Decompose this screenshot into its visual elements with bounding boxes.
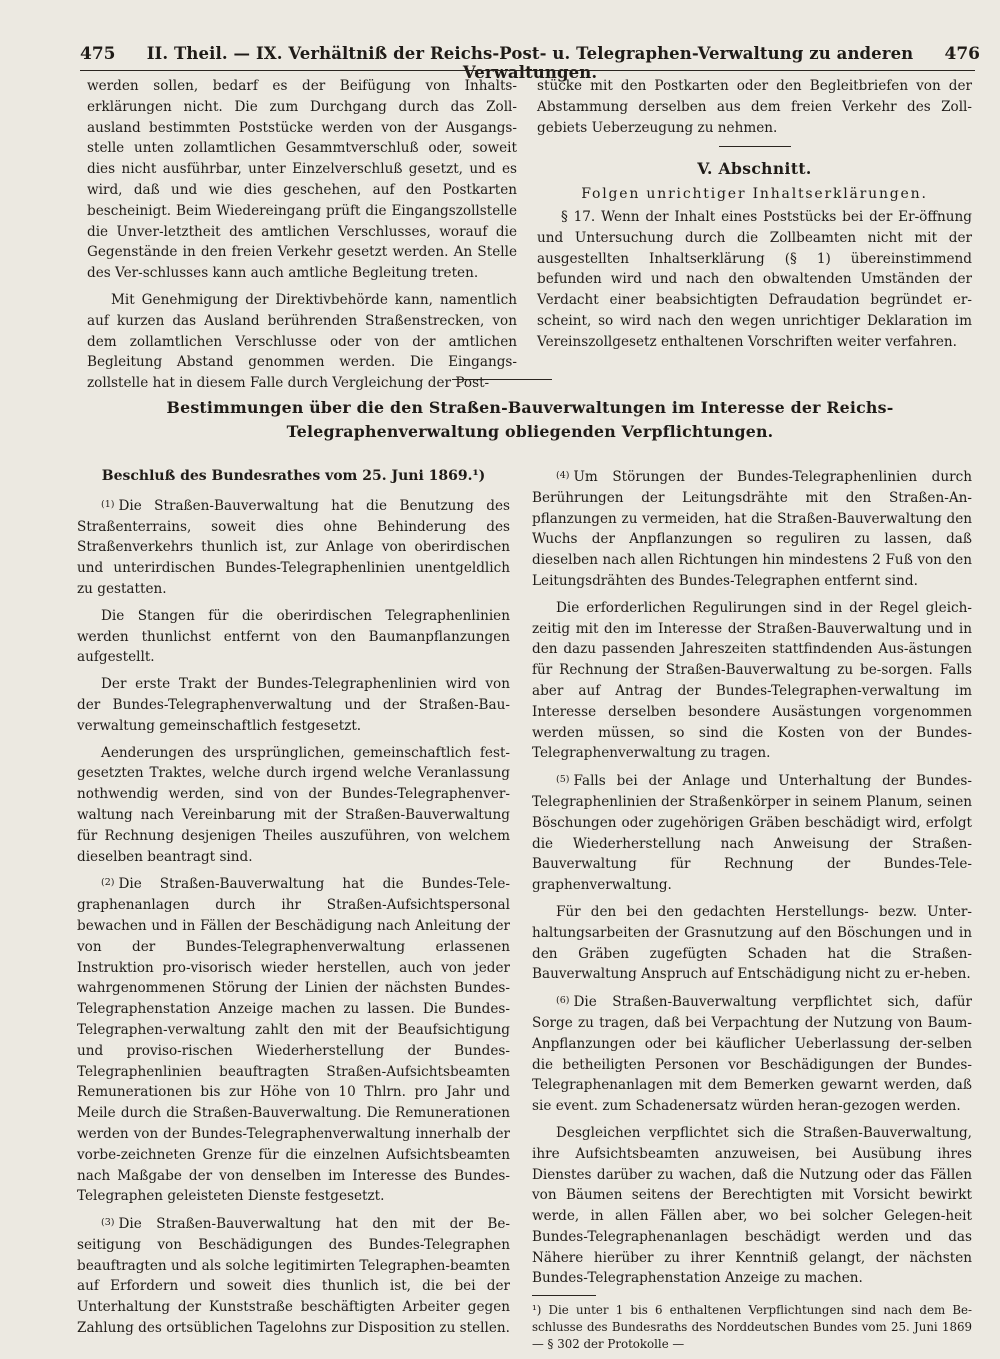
section-rule (719, 146, 791, 147)
clause-number: (2) (101, 877, 115, 889)
paragraph-text: Falls bei der Anlage und Unterhaltung der Bundes-Telegraphenlinien der Straßenkörper in seinem Planum, seinen Böschungen oder zugehörigen Gräben beschädigt wird, erfolgt die Wiederherstellung nach Anweisung der Straßen-Bauverwaltung für Rechnung der Bundes-Tele-graphenverwaltung. (532, 773, 972, 894)
paragraph-clause-5 (532, 770, 972, 896)
clause-number: (3) (101, 1217, 115, 1229)
column-top-right (537, 76, 972, 359)
paragraph: Die Stangen für die oberirdischen Telegraphenlinien werden thunlichst entfernt von den Baumanpflanzungen aufgestellt. (77, 607, 510, 666)
running-header (80, 44, 980, 82)
running-title: II. Theil. — IX. Verhältniß der Reichs-Post- u. Telegraphen-Verwaltung zu anderen Verwaltungen. (146, 44, 914, 82)
paragraph-text: Die Straßen-Bauverwaltung hat die Benutzung des Straßenterrains, soweit dies ohne Behinderung des Straßenverkehrs thunlich ist, zur Anlage von oberirdischen und unterirdischen Bundes-Telegraphenlinien unentgeldlich zu gestatten. (77, 497, 510, 597)
column-bottom-left (77, 466, 510, 1345)
clause-number: (4) (556, 470, 570, 481)
column-top-left (87, 76, 517, 400)
clause-number: (5) (556, 774, 570, 786)
paragraph: Der erste Trakt der Bundes-Telegraphenlinien wird von der Bundes-Telegraphenverwaltung und der Straßen-Bau-verwaltung gemeinschaftlich festgesetzt. (77, 676, 510, 734)
resolution-line: Beschluß des Bundesrathes vom 25. Juni 1869.¹) (101, 468, 486, 484)
separator-rule (452, 379, 552, 380)
paragraph-text: Die Straßen-Bauverwaltung hat den mit der Be-seitigung von Beschädigungen des Bundes-Telegraphen beauftragten und als solche legitimirten Telegraphen-beamten auf Erfordern und soweit dies thunlich ist, die bei der Unterhaltung der Kunststraße beschäftigten Arbeiter gegen Zahlung des ortsüblichen Tagelohns zur Disposition zu stellen. (77, 1216, 510, 1337)
paragraph-text: Die Straßen-Bauverwaltung hat die Bundes-Tele-graphenanlagen durch ihr Straßen-Aufsichtspersonal bewachen und in Fällen der Beschädigung nach Anleitung der von der Bundes-Telegraphenverwaltung erlassenen Instruktion pro-visorisch wieder herstellen, auch von jeder wahrgenommenen Störung der Linien der nächsten Bundes-Telegraphenstation Anzeige machen zu lassen. Die Bundes-Telegraphen-verwaltung zahlt den mit der Beaufsichtigung und proviso-rischen Wiederherstellung der Bundes-Telegraphenlinien beauftragten Straßen-Aufsichtsbeamten Remunerationen bis zur Höhe von 10 Thlrn. pro Jahr und Meile durch die Straßen-Bauverwaltung. Die Remunerationen werden von der Bundes-Telegraphenverwaltung innerhalb der vorbe-zeichneten Grenze für die einzelnen Aufsichtsbeamten nach Maßgabe der von denselben im Interesse des Bundes-Telegraphen geleisteten Dienste festgesetzt. (77, 876, 510, 1205)
paragraph-clause-4 (532, 466, 972, 592)
footnote-rule (532, 1295, 596, 1296)
paragraph: werden sollen, bedarf es der Beifügung von Inhalts-erklärungen nicht. Die zum Durchgang durch das Zoll-ausland bestimmten Poststücke werden von der Ausgangs-stelle unten zollamtlichen Gesammtverschluß oder, soweit dies nicht ausführbar, unter Einzelverschluß gesetzt, und es wird, daß und wie dies geschehen, auf den Postkarten bescheinigt. Beim Wiedereingang prüft die Eingangszollstelle die Unver-letztheit des amtlichen Verschlusses, worauf die Gegenstände in den freien Verkehr gesetzt werden. An Stelle des Ver-schlusses kann auch amtliche Begleitung treten. (87, 78, 517, 282)
clause-number: (1) (101, 498, 115, 510)
paragraph: Aenderungen des ursprünglichen, gemeinschaftlich fest-gesetzten Traktes, welche durch irgend welche Veranlassung nothwendig werden, sind von der Bundes-Telegraphenver-waltung nach Vereinbarung mit der Straßen-Bauverwaltung für Rechnung desjenigen Theiles auszuführen, von welchem dieselben beantragt sind. (77, 744, 510, 865)
paragraph: Mit Genehmigung der Direktivbehörde kann, namentlich auf kurzen das Ausland berührenden Straßenstrecken, von dem zollamtlichen Verschlusse oder von der amtlichen Begleitung Abstand genommen werden. Die Eingangs-zollstelle hat in diesem Falle durch Vergleichung der Post- (87, 291, 517, 392)
paragraph-clause-3 (77, 1213, 510, 1339)
clause-number: (6) (556, 995, 570, 1007)
document-heading: Bestimmungen über die den Straßen-Bauverwaltungen im Interesse der Reichs-Telegraphenverwaltung obliegenden Verpflichtungen. (166, 398, 894, 441)
paragraph-text: Die Straßen-Bauverwaltung verpflichtet sich, dafür Sorge zu tragen, daß bei Verpachtung der Nutzung von Baum-Anpflanzungen oder bei käuflicher Ueberlassung der-selben die betheiligten Personen vor Beschädigungen der Bundes-Telegraphenanlagen mit dem Bemerken gewarnt werden, daß sie event. zum Schadenersatz würden heran-gezogen werden. (532, 994, 972, 1115)
paragraph: Desgleichen verpflichtet sich die Straßen-Bauverwaltung, ihre Aufsichtsbeamten anzuweisen, bei Ausübung ihres Dienstes darüber zu wachen, daß die Nutzung oder das Fällen von Bäumen seitens der Berechtigten mit Vorsicht bewirkt werde, in allen Fällen aber, wo bei solcher Gelegen-heit Bundes-Telegraphenanlagen beschädigt werden und das Nähere hierüber zu ihrer Kenntniß gelangt, der nächsten Bundes-Telegraphenstation Anzeige zu machen. (532, 1124, 972, 1287)
section-subtitle: Folgen unrichtiger Inhaltserklärungen. (581, 186, 928, 203)
paragraph-clause-2 (77, 873, 510, 1207)
paragraph-section-17: § 17. Wenn der Inhalt eines Poststücks bei der Er-öffnung und Untersuchung durch die Zollbeamten nicht mit der ausgestellten Inhaltserklärung (§ 1) übereinstimmend befunden wird und nach den obwaltenden Umständen der Verdacht einer beabsichtigten Defraudation begründet er-scheint, so wird nach den wegen unrichtiger Deklaration im Vereinszollgesetz enthaltenen Vorschriften weiter verfahren. (537, 208, 972, 350)
paragraph-clause-1 (77, 495, 510, 600)
paragraph: Für den bei den gedachten Herstellungs- bezw. Unter-haltungsarbeiten der Grasnutzung auf den Böschungen und in den Gräben zugefügten Schaden hat die Straßen-Bauverwaltung Anspruch auf Entschädigung nicht zu er-heben. (532, 903, 972, 983)
header-rule (80, 70, 975, 71)
paragraph: Die erforderlichen Regulirungen sind in der Regel gleich-zeitig mit den im Interesse der Straßen-Bauverwaltung und in den dazu passenden Jahreszeiten stattfindenden Aus-ästungen für Rechnung der Straßen-Bauverwaltung zu be-sorgen. Falls aber auf Antrag der Bundes-Telegraphen-verwaltung im Interesse derselben besondere Ausästungen vorgenommen werden müssen, so sind die Kosten von der Bundes-Telegraphenverwaltung zu tragen. (532, 599, 972, 762)
column-bottom-right (532, 466, 972, 1359)
footnote: ¹) Die unter 1 bis 6 enthaltenen Verpflichtungen sind nach dem Be-schlusse des Bundesraths des Norddeutschen Bundes vom 25. Juni 1869 — § 302 der Protokolle — (532, 1303, 972, 1352)
paragraph-clause-6 (532, 991, 972, 1117)
page-number-left: 475 (80, 44, 116, 64)
page-number-right: 476 (944, 44, 980, 64)
section-title: V. Abschnitt. (697, 159, 812, 179)
paragraph: stücke mit den Postkarten oder den Begleitbriefen von der Abstammung derselben aus dem freien Verkehr des Zoll-gebiets Ueberzeugung zu nehmen. (537, 78, 972, 136)
paragraph-text: Um Störungen der Bundes-Telegraphenlinien durch Berührungen der Leitungsdrähte mit den Straßen-An-pflanzungen zu vermeiden, hat die Straßen-Bauverwaltung den Wuchs der Anpflanzungen so reguliren zu lassen, daß dieselben nach allen Richtungen hin mindestens 2 Fuß von den Leitungsdrähten des Bundes-Telegraphen entfernt sind. (532, 469, 972, 589)
